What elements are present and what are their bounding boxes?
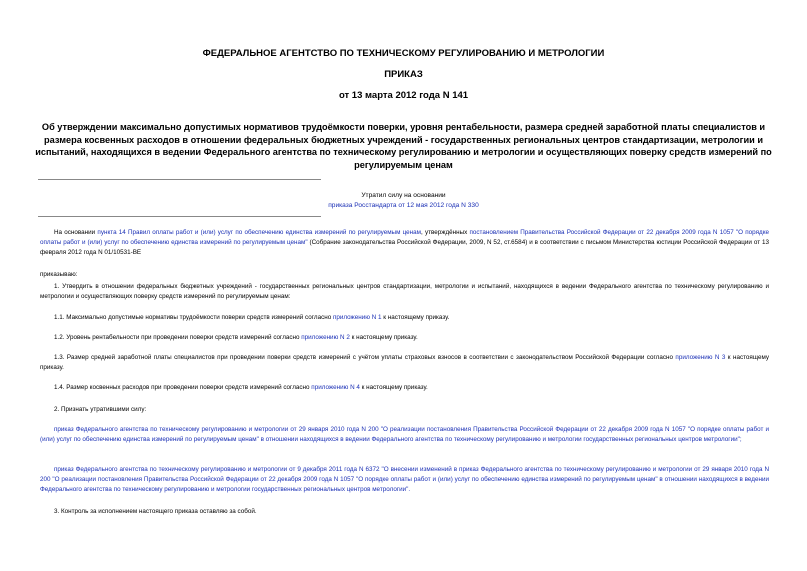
appendix-1-link[interactable]: приложению N 1 [332,314,382,321]
preamble-text-3: (Собрание законодательства Российской Федерации, 2009, N 52, ст.6584) и в соответствии с письмом Министерства юстиции Российской Федерации от 13 февраля 2012 года N 01/10531-ВЕ [40,239,769,256]
item-1-4-text: 1.4. Размер косвенных расходов при проведении поверки средств измерений согласно [54,384,312,391]
item-1-3 [40,353,769,373]
preamble [40,228,769,258]
lost-force-link[interactable]: приказа Росстандарта от 12 мая 2012 года N 330 [328,202,479,209]
item-2: 2. Признать утратившими силу: [54,406,147,413]
appendix-4-link[interactable]: приложению N 4 [311,384,360,391]
agency-name: ФЕДЕРАЛЬНОЕ АГЕНТСТВО ПО ТЕХНИЧЕСКОМУ РЕГУЛИРОВАНИЮ И МЕТРОЛОГИИ [202,48,605,59]
item-1-4 [40,383,769,393]
doc-title: Об утверждении максимально допустимых нормативов трудоёмкости поверки, уровня рентабельности, размера средней заработной платы специалистов и размера косвенных расходов в отношении федеральных бюджетных учреждений - государственных региональных центров стандартизации, метрологии и испытаний, находящихся в ведении Федерального агентства по техническому регулированию и метрологии и осуществляющих поверку средств измерений по регулируемым ценам [35,122,772,170]
item-1-2-tail: к настоящему приказу. [349,334,418,341]
lost-force-note [40,191,767,211]
divider-bottom [38,216,321,217]
item-1-1-tail: к настоящему приказу. [381,314,450,321]
orders-word: приказываю: [40,271,78,278]
item-3: 3. Контроль за исполнением настоящего приказа оставляю за собой. [54,508,257,515]
repealed-order-200-link[interactable]: приказ Федерального агентства по техническому регулированию и метрологии от 29 января 2010 года N 200 "О реализации постановления Правительства Российской Федерации от 22 декабря 2009 года N 1057 "О порядке оплаты работ и (или) услуг по обеспечению единства измерений по регулируемым ценам" в отношении находящихся в ведении Федерального агентства по техническому регулированию и метрологии государственных региональных центров метрологии"; [40,426,769,443]
item-1-2 [40,333,769,343]
item-1-3-text: 1.3. Размер средней заработной платы специалистов при проведении поверки средств измерений с учётом уплаты страховых взносов в соответствии с законодательством Российской Федерации согласно [54,354,676,361]
item-1-1-text: 1.1. Максимально допустимые нормативы трудоёмкости поверки средств измерений согласно [54,314,333,321]
lost-force-text: Утратил силу на основании [361,192,446,199]
item-1-1 [40,313,769,323]
doc-type: ПРИКАЗ [384,69,423,80]
doc-date-number: от 13 марта 2012 года N 141 [338,90,469,101]
item-1: 1. Утвердить в отношении федеральных бюджетных учреждений - государственных региональных центров стандартизации, метрологии и испытаний, находящихся в ведении Федерального агентства по техническому регулированию и метрологии и осуществляющих поверку средств измерений по регулируемым ценам: [40,283,769,300]
repealed-order-6372-link[interactable]: приказ Федерального агентства по техническому регулированию и метрологии от 9 декабря 2011 года N 6372 "О внесении изменений в приказ Федерального агентства по техническому регулированию и метрологии от 29 января 2010 года N 200 "О реализации постановления Правительства Российской Федерации от 22 декабря 2009 года N 1057 "О порядке оплаты работ и (или) услуг по обеспечению единства измерений по регулируемым ценам" в отношении находящихся в ведении Федерального агентства по техническому регулированию и метрологии государственных региональных центров метрологии". [40,466,769,493]
appendix-2-link[interactable]: приложению N 2 [301,334,350,341]
preamble-link-resolution[interactable]: постановлением Правительства Российской Федерации от 22 декабря 2009 года N 1057 "О порядке оплаты работ и (или) услуг по обеспечению единства измерений по регулируемым ценам" [40,229,770,246]
item-1-4-tail: к настоящему приказу. [359,384,428,391]
item-1-3-tail: к настоящему приказу. [40,354,769,371]
preamble-text-1: На основании [54,229,98,236]
preamble-link-rules[interactable]: пункта 14 Правил оплаты работ и (или) услуг по обеспечению единства измерений по регулируемым ценам [97,229,421,236]
appendix-3-link[interactable]: приложению N 3 [675,354,726,361]
preamble-text-2: , утверждённых [420,229,470,236]
item-1-2-text: 1.2. Уровень рентабельности при проведении поверки средств измерений согласно [54,334,302,341]
divider-top [38,179,321,180]
